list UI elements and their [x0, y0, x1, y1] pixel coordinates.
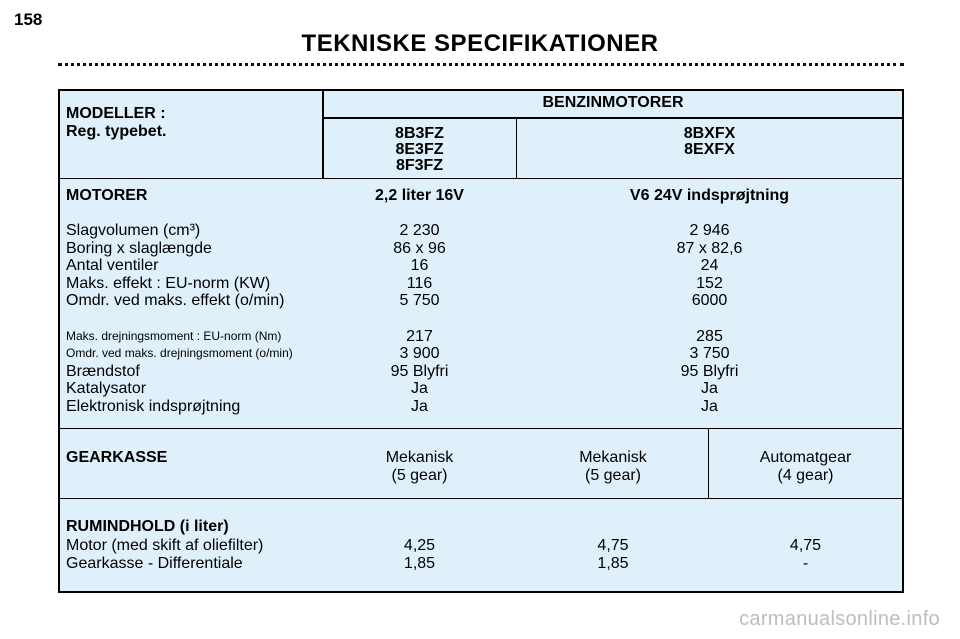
- spec-row-label: Katalysator: [66, 380, 147, 397]
- watermark: carmanualsonline.info: [739, 608, 940, 630]
- gearbox-value: Mekanisk: [579, 449, 647, 466]
- spec-row-label: Gearkasse - Differentiale: [66, 555, 243, 572]
- spec-row-label: Maks. drejningsmoment : EU-norm (Nm): [66, 329, 282, 343]
- type-code: 8BXFX: [683, 125, 736, 142]
- type-code: 8EXFX: [684, 141, 735, 158]
- capacity-label: RUMINDHOLD (i liter): [66, 518, 229, 535]
- gearbox-value: Automatgear: [759, 449, 852, 466]
- spec-row-label: Maks. effekt : EU-norm (KW): [66, 275, 271, 292]
- gearbox-value: (4 gear): [777, 467, 834, 484]
- spec-row-label: Elektronisk indsprøjtning: [66, 398, 241, 415]
- spec-value: Ja: [411, 380, 428, 397]
- dotted-divider: [58, 63, 904, 66]
- spec-row-label: Omdr. ved maks. effekt (o/min): [66, 292, 285, 309]
- spec-row-label: Antal ventiler: [66, 257, 159, 274]
- spec-value: 3 900: [399, 345, 440, 362]
- grid-line: [322, 117, 904, 119]
- spec-row-label: Omdr. ved maks. drejningsmoment (o/min): [66, 346, 293, 360]
- spec-value: 3 750: [689, 345, 730, 362]
- spec-value: 87 x 82,6: [676, 240, 743, 257]
- gearbox-value: (5 gear): [391, 467, 448, 484]
- spec-value: 2 230: [399, 222, 440, 239]
- page-number: 158: [14, 10, 43, 29]
- spec-value: -: [802, 555, 809, 572]
- spec-value: 152: [696, 275, 723, 292]
- spec-value: 16: [410, 257, 429, 274]
- spec-value: 86 x 96: [393, 240, 446, 257]
- spec-value: Ja: [411, 398, 428, 415]
- spec-row-label: Slagvolumen (cm³): [66, 222, 201, 239]
- type-code: 8F3FZ: [395, 157, 444, 174]
- type-code: 8E3FZ: [395, 141, 444, 158]
- spec-value: 4,75: [597, 537, 629, 554]
- spec-value: 95 Blyfri: [390, 363, 449, 380]
- spec-value: 285: [696, 328, 723, 345]
- gearbox-label: GEARKASSE: [66, 449, 168, 466]
- spec-value: 6000: [691, 292, 728, 309]
- spec-value: 116: [406, 275, 433, 292]
- spec-value: 4,75: [789, 537, 822, 554]
- spec-value: Ja: [701, 380, 718, 397]
- page-title: TEKNISKE SPECIFIKATIONER: [301, 30, 659, 57]
- spec-row-label: Motor (med skift af oliefilter): [66, 537, 264, 554]
- spec-value: 24: [700, 257, 719, 274]
- type-code: 8B3FZ: [395, 125, 444, 142]
- grid-line: [60, 428, 902, 429]
- models-label: MODELLER :: [66, 105, 166, 122]
- gearbox-value: Mekanisk: [385, 449, 454, 466]
- spec-value: 4,25: [403, 537, 436, 554]
- engine-name: 2,2 liter 16V: [375, 187, 464, 204]
- engines-section-label: MOTORER: [66, 187, 148, 204]
- spec-value: Ja: [701, 398, 718, 415]
- engine-group-label: BENZINMOTORER: [542, 94, 684, 111]
- spec-value: 95 Blyfri: [680, 363, 739, 380]
- type-label: Reg. typebet.: [66, 123, 167, 140]
- grid-line: [60, 178, 902, 179]
- spec-value: 5 750: [399, 292, 440, 309]
- spec-row-label: Boring x slaglængde: [66, 240, 212, 257]
- spec-value: 1,85: [597, 555, 629, 572]
- spec-value: 217: [406, 328, 433, 345]
- gearbox-value: (5 gear): [584, 467, 642, 484]
- grid-line: [60, 498, 902, 499]
- engine-name: V6 24V indsprøjtning: [629, 187, 790, 204]
- spec-row-label: Brændstof: [66, 363, 140, 380]
- spec-value: 2 946: [689, 222, 730, 239]
- spec-value: 1,85: [403, 555, 436, 572]
